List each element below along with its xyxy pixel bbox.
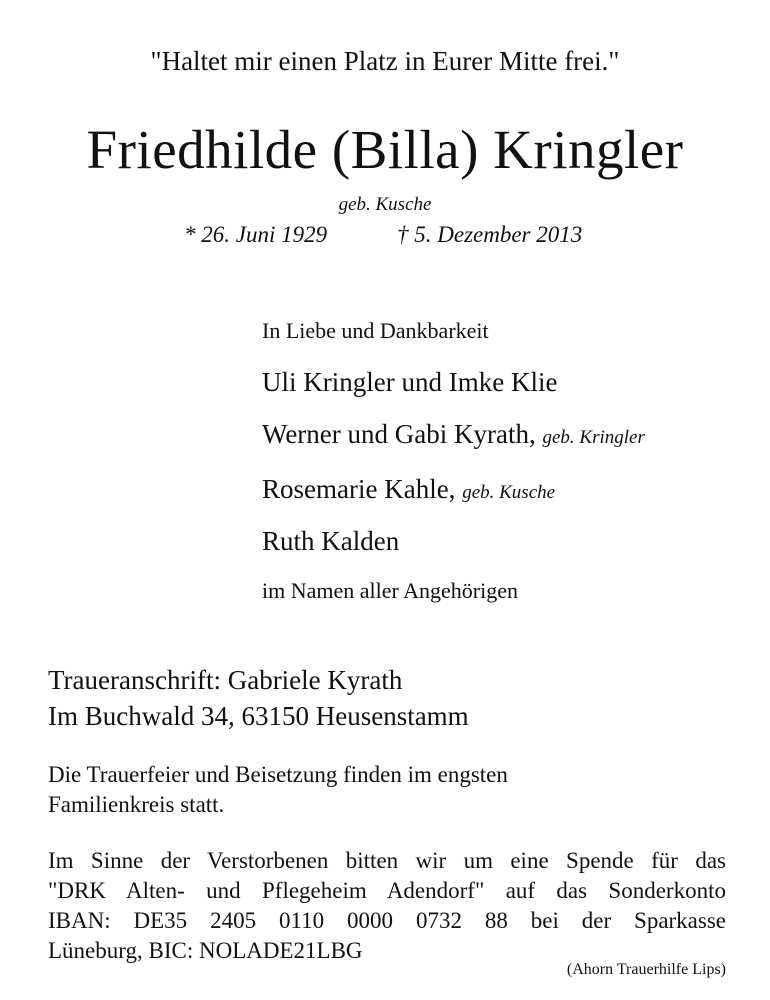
donation-line: Im Sinne der Verstorbenen bitten wir um eine Spende für das (48, 848, 726, 873)
mourner-entry (262, 526, 399, 557)
birth-name: geb. Kusche (338, 194, 432, 215)
mourning-address-street: Im Buchwald 34, 63150 Heusenstamm (48, 701, 469, 731)
mourner-entry (262, 419, 645, 450)
donation-request (48, 846, 726, 966)
ceremony-notice (48, 760, 508, 820)
life-dates (0, 222, 770, 252)
mourner-name: Rosemarie Kahle, (262, 474, 456, 504)
funeral-home-credit: (Ahorn Trauerhilfe Lips) (566, 961, 726, 978)
donation-line: Lüneburg, BIC: NOLADE21LBG (48, 938, 363, 963)
birth-date: * 26. Juni 1929 (184, 222, 328, 247)
ceremony-line: Die Trauerfeier und Beisetzung finden im engsten (48, 762, 508, 787)
mourner-name: Uli Kringler und Imke Klie (262, 367, 558, 397)
donation-line: IBAN: DE35 2405 0110 0000 0732 88 bei der Sparkasse (48, 908, 726, 933)
mourner-entry (262, 367, 557, 398)
death-date: † 5. Dezember 2013 (397, 222, 583, 247)
mourner-entry (262, 474, 555, 505)
on-behalf-text: im Namen aller Angehörigen (262, 578, 518, 603)
deceased-name: Friedhilde (Billa) Kringler (86, 119, 684, 180)
mourner-name: Ruth Kalden (262, 526, 400, 556)
mourner-maiden-name: geb. Kringler (542, 427, 645, 448)
dedication-text: In Liebe und Dankbarkeit (262, 318, 489, 343)
ceremony-line: Familienkreis statt. (48, 792, 225, 817)
memorial-quote: "Haltet mir einen Platz in Eurer Mitte frei." (150, 46, 620, 76)
mourning-address-recipient: Traueranschrift: Gabriele Kyrath (48, 665, 403, 695)
mourner-maiden-name: geb. Kusche (462, 482, 556, 503)
donation-line: "DRK Alten- und Pflegeheim Adendorf" auf das Sonderkonto (48, 878, 726, 903)
mourner-name: Werner und Gabi Kyrath, (262, 419, 536, 449)
